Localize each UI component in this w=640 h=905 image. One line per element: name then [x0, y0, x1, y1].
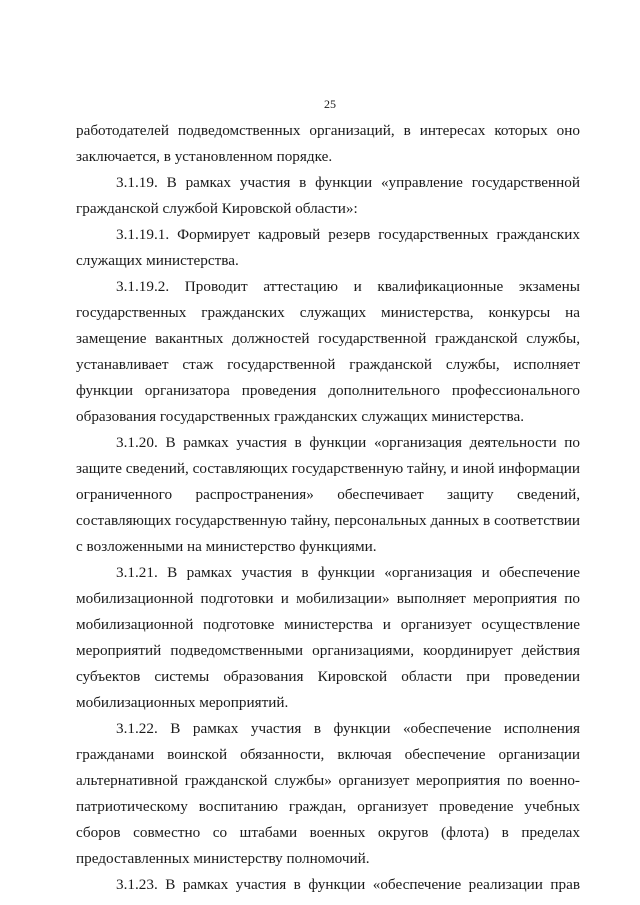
- text-line: заключается, в установленном порядке.: [76, 148, 333, 165]
- text-line: гражданами воинской обязанности, включая обеспечение организации: [76, 746, 580, 763]
- text-line: защите сведений, составляющих государственную тайну, и иной информации: [76, 460, 580, 477]
- text-line: субъектов системы образования Кировской области при проведении: [76, 668, 580, 685]
- paragraph-start: 3.1.19.1. Формирует кадровый резерв государственных гражданских: [116, 226, 580, 243]
- text-line: ограниченного распространения» обеспечивает защиту сведений,: [76, 486, 580, 503]
- paragraph-start: 3.1.19. В рамках участия в функции «управление государственной: [116, 174, 580, 191]
- text-line: мобилизационной подготовке министерства и организует осуществление: [76, 616, 580, 633]
- paragraph-start: 3.1.21. В рамках участия в функции «организация и обеспечение: [116, 564, 580, 581]
- text-line: предоставленных министерству полномочий.: [76, 850, 370, 867]
- text-line: работодателей подведомственных организаций, в интересах которых оно: [76, 122, 580, 139]
- text-line: составляющих государственную тайну, персональных данных в соответствии: [76, 512, 580, 529]
- paragraph-start: 3.1.22. В рамках участия в функции «обеспечение исполнения: [116, 720, 580, 737]
- text-line: мобилизационной подготовки и мобилизации» выполняет мероприятия по: [76, 590, 580, 607]
- text-line: сборов совместно со штабами военных округов (флота) в пределах: [76, 824, 580, 841]
- paragraph-start: 3.1.20. В рамках участия в функции «организация деятельности по: [116, 434, 580, 451]
- paragraph-start: 3.1.23. В рамках участия в функции «обеспечение реализации прав: [116, 876, 580, 893]
- text-line: функции организатора проведения дополнительного профессионального: [76, 382, 580, 399]
- page-number: 25: [324, 97, 336, 111]
- text-line: образования государственных гражданских служащих министерства.: [76, 408, 525, 425]
- text-line: мероприятий подведомственными организациями, координирует действия: [76, 642, 580, 659]
- text-line: государственных гражданских служащих министерства, конкурсы на: [76, 304, 580, 321]
- text-line: мобилизационных мероприятий.: [76, 694, 289, 711]
- text-line: патриотическому воспитанию граждан, организует проведение учебных: [76, 798, 580, 815]
- text-line: устанавливает стаж государственной гражданской службы, исполняет: [76, 356, 580, 373]
- text-line: замещение вакантных должностей государственной гражданской службы,: [76, 330, 580, 347]
- text-line: гражданской службой Кировской области»:: [76, 200, 358, 217]
- text-line: альтернативной гражданской службы» организует мероприятия по военно-: [76, 772, 580, 789]
- text-line: служащих министерства.: [76, 252, 239, 269]
- paragraph-start: 3.1.19.2. Проводит аттестацию и квалификационные экзамены: [116, 278, 580, 295]
- text-line: с возложенными на министерство функциями.: [76, 538, 377, 555]
